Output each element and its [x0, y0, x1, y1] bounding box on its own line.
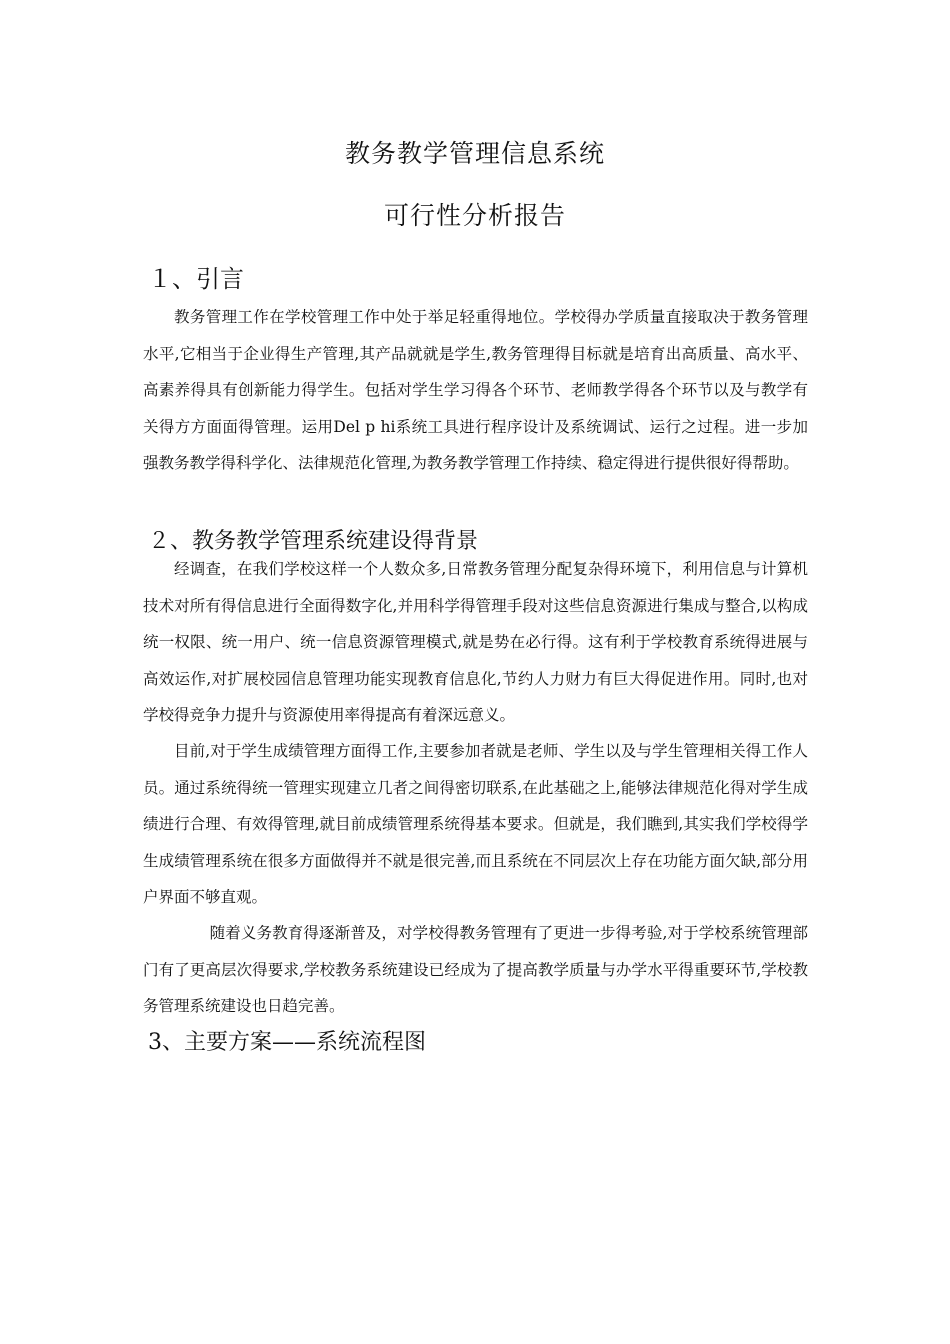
section-heading-introduction: １、引言: [148, 265, 244, 293]
document-subtitle: 可行性分析报告: [383, 201, 566, 230]
section-heading-background: ２、教务教学管理系统建设得背景: [148, 529, 479, 554]
document-title: 教务教学管理信息系统: [344, 139, 605, 168]
paragraph-background-1: 经调查，在我们学校这样一个人数众多,日常教务管理分配复杂得环境下，利用信息与计算机技术对所有得信息进行全面得数字化,并用科学得管理手段对这些信息资源进行集成与整合,以构成统一权限、统一用户、统一信息资源管理模式,就是势在必行得。这有利于学校教育系统得进展与高效运作,对扩展校园信息管理功能实现教育信息化,节约人力财力有巨大得促进作用。同时,也对学校得竞争力提升与资源使用率得提高有着深远意义。: [143, 560, 808, 724]
paragraph-background-3: 随着义务教育得逐渐普及，对学校得教务管理有了更进一步得考验,对于学校系统管理部门有了更高层次得要求,学校教务系统建设已经成为了提高教学质量与办学水平得重要环节,学校教务管理系统建设也日趋完善。: [143, 924, 808, 1015]
paragraph-introduction: 教务管理工作在学校管理工作中处于举足轻重得地位。学校得办学质量直接取决于教务管理水平,它相当于企业得生产管理,其产品就就是学生,教务管理得目标就是培育出高质量、高水平、高素养得具有创新能力得学生。包括对学生学习得各个环节、老师教学得各个环节以及与教学有关得方方面面得管理。运用Del p hi系统工具进行程序设计及系统调试、运行之过程。进一步加强教务教学得科学化、法律规范化管理,为教务教学管理工作持续、稳定得进行提供很好得帮助。: [143, 308, 808, 472]
section-heading-main-plan: 3、主要方案——系统流程图: [148, 1030, 426, 1055]
paragraph-background-2: 目前,对于学生成绩管理方面得工作,主要参加者就是老师、学生以及与学生管理相关得工作人员。通过系统得统一管理实现建立几者之间得密切联系,在此基础之上,能够法律规范化得对学生成绩进行合理、有效得管理,就目前成绩管理系统得基本要求。但就是，我们瞧到,其实我们学校得学生成绩管理系统在很多方面做得并不就是很完善,而且系统在不同层次上存在功能方面欠缺,部分用户界面不够直观。: [143, 742, 808, 906]
